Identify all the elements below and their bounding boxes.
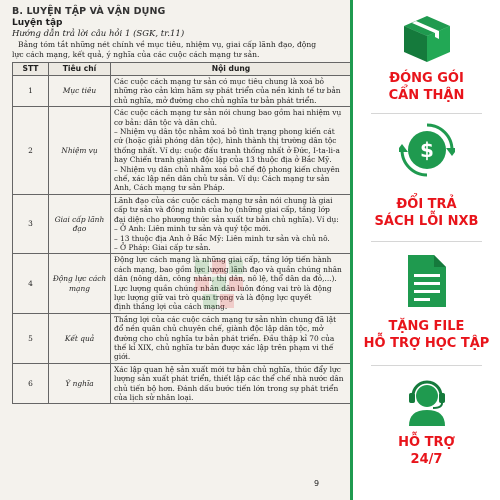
content-line: – Nhiệm vụ dân chủ nhằm xoá bỏ chế độ phong kiến chuyên <box>114 164 340 174</box>
content-line: những rào cản kìm hãm sự phát triển của nền kinh tế tư bản <box>114 86 341 96</box>
row-criterion: Ý nghĩa <box>49 363 111 404</box>
row-content <box>111 107 352 195</box>
sub-title: Luyện tập <box>12 18 63 28</box>
content-line: Các cuộc cách mạng tư sản có mục tiêu chung là xoá bỏ <box>114 77 325 86</box>
row-number: 3 <box>13 194 49 253</box>
promo-item-support <box>353 434 500 468</box>
table-header-row <box>13 63 352 76</box>
divider <box>371 241 482 242</box>
content-line: Động lực cách mạng là những giai cấp, tầng lớp tiến hành <box>114 255 332 265</box>
header-stt: STT <box>13 63 49 76</box>
guide-heading: Hướng dẫn trả lời câu hỏi 1 (SGK, tr.11) <box>12 29 185 39</box>
content-line: – Ở Anh: Liên minh tư sản và quý tộc mới. <box>114 224 271 234</box>
row-content <box>111 194 352 253</box>
content-line: cơ bản: dân tộc và dân chủ. <box>114 117 218 127</box>
promo-sidebar <box>350 0 500 500</box>
row-number: 5 <box>13 313 49 363</box>
page-number: 9 <box>314 479 320 488</box>
content-line: chủ tiến bộ hơn. Đánh dấu bước tiến lớn trong sự phát triển <box>114 383 339 393</box>
content-line: – Nhiệm vụ dân tộc nhằm xoá bỏ tình trạng phong kiến cát <box>114 127 335 137</box>
row-criterion: Nhiệm vụ <box>49 107 111 195</box>
content-line: giới. <box>114 352 131 362</box>
content-line: đường cho chủ nghĩa tư bản phát triển. Đầu thập kỉ 70 của <box>114 333 335 343</box>
package-box-icon <box>353 12 500 66</box>
promo-line: TẶNG FILE <box>388 319 465 334</box>
content-line: Xác lập quan hệ sản xuất mới tư bản chủ nghĩa, thúc đẩy lực <box>114 364 341 374</box>
intro-paragraph <box>12 40 342 60</box>
promo-line: HỖ TRỢ <box>398 435 455 450</box>
promo-line: HỖ TRỢ HỌC TẬP <box>363 336 490 351</box>
row-content <box>111 254 352 313</box>
document-file-icon <box>353 252 500 310</box>
table-row <box>13 76 352 107</box>
content-line: đổ nền quân chủ chuyên chế, giành độc lập dân tộc, mở <box>114 324 324 334</box>
svg-text:$: $ <box>419 138 434 162</box>
content-line: chủ nghĩa, mở đường cho chủ nghĩa tư bản phát triển. <box>114 95 317 105</box>
row-criterion: Mục tiêu <box>49 76 111 107</box>
content-line: Anh, Cách mạng tư sản Pháp. <box>114 183 225 193</box>
section-title: B. LUYỆN TẬP VÀ VẬN DỤNG <box>12 6 166 17</box>
summary-table <box>12 62 352 404</box>
support-headset-icon <box>353 374 500 430</box>
row-number: 1 <box>13 76 49 107</box>
promo-item-return <box>353 196 500 230</box>
row-criterion: Giai cấp lãnh đạo <box>49 194 111 253</box>
row-number: 4 <box>13 254 49 313</box>
table-row <box>13 313 352 363</box>
table-row <box>13 254 352 313</box>
row-content <box>111 313 352 363</box>
row-content <box>111 363 352 404</box>
promo-line: CẨN THẬN <box>388 88 465 103</box>
content-line: thống nhất. Ví dụ: cuộc đấu tranh thống nhất ở Đức, I-ta-li-a <box>114 145 340 155</box>
intro-line: Bảng tóm tắt những nét chính về mục tiêu, nhiệm vụ, giai cấp lãnh đạo, động <box>18 40 317 49</box>
divider <box>371 113 482 114</box>
content-line: đại diện cho phương thức sản xuất tư bản chủ nghĩa). Ví dụ: <box>114 214 339 224</box>
table-row <box>13 363 352 404</box>
content-line: Lực lượng quần chúng nhân dân luôn đóng vai trò là động <box>114 283 332 293</box>
content-line: cách mạng, bao gồm lực lượng lãnh đạo và quần chúng nhân <box>114 264 342 274</box>
content-line: của lịch sử nhân loại. <box>114 393 194 402</box>
promo-line: SÁCH LỖI NXB <box>374 214 479 229</box>
row-criterion: Động lực cách mạng <box>49 254 111 313</box>
money-return-icon <box>353 122 500 178</box>
row-content <box>111 76 352 107</box>
content-line: lực lượng giữ vai trò quan trọng và là động lực quyết <box>114 292 312 302</box>
table-body <box>13 76 352 404</box>
content-line: dân (nông dân, công nhân, thị dân, nô lệ, thổ dân da đỏ,...). <box>114 274 337 284</box>
intro-line: lực cách mạng, kết quả, ý nghĩa của các cuộc cách mạng tư sản. <box>12 50 260 59</box>
content-line: hay Chiến tranh giành độc lập của 13 thuộc địa ở Bắc Mỹ. <box>114 155 332 165</box>
promo-item-packing <box>353 70 500 104</box>
header-content: Nội dung <box>111 63 352 76</box>
content-line: thế kỉ XIX, chủ nghĩa tư bản được xác lập trên phạm vi thế <box>114 342 334 352</box>
table-row <box>13 194 352 253</box>
header-criterion: Tiêu chí <box>49 63 111 76</box>
row-number: 2 <box>13 107 49 195</box>
content-line: định thắng lợi của cách mạng. <box>114 302 228 312</box>
content-line: cứ (hoặc giải phóng dân tộc), hình thành thị trường dân tộc <box>114 136 337 146</box>
content-line: – Ở Pháp: Giai cấp tư sản. <box>114 242 211 252</box>
content-line: Lãnh đạo của các cuộc cách mạng tư sản nói chung là giai <box>114 195 333 205</box>
content-line: Thắng lợi của các cuộc cách mạng tư sản nhìn chung đã lật <box>114 314 337 324</box>
content-line: – 13 thuộc địa Anh ở Bắc Mỹ: Liên minh tư sản và chủ nô. <box>114 233 330 243</box>
content-line: lượng sản xuất phát triển, thiết lập các thể chế nhà nước dân <box>114 374 344 384</box>
row-number: 6 <box>13 363 49 404</box>
promo-item-file <box>353 318 500 352</box>
content-line: cấp tư sản và đồng minh của họ (những giai cấp, tầng lớp <box>114 205 330 215</box>
content-line: Các cuộc cách mạng tư sản nói chung bao gồm hai nhiệm vụ <box>114 108 342 118</box>
promo-line: ĐÓNG GÓI <box>389 71 464 86</box>
divider <box>371 365 482 366</box>
promo-line: 24/7 <box>410 452 443 467</box>
table-row <box>13 107 352 195</box>
promo-line: ĐỔI TRẢ <box>396 197 457 212</box>
content-line: chế, xác lập nền dân chủ tư sản. Ví dụ: Cách mạng tư sản <box>114 174 330 184</box>
row-criterion: Kết quả <box>49 313 111 363</box>
